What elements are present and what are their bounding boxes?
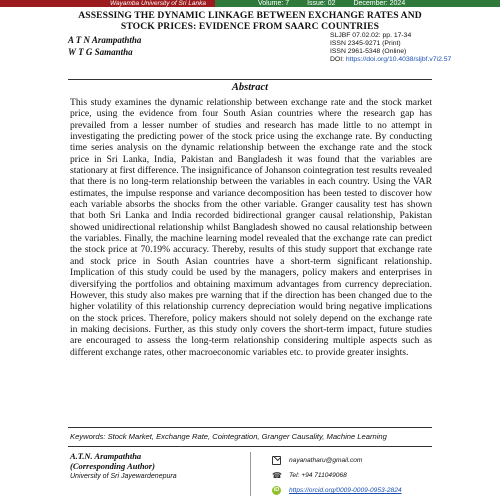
corresponding-author-name: A.T.N. Arampaththa	[70, 451, 142, 461]
author-list	[68, 34, 141, 58]
issn-print: ISSN 2345-9271 (Print)	[330, 40, 401, 47]
contact-block	[272, 453, 402, 498]
orcid-icon: iD	[273, 487, 280, 493]
doi-line	[330, 56, 451, 64]
phone-row	[272, 468, 402, 483]
university-banner	[0, 0, 215, 7]
publication-meta	[330, 32, 451, 64]
corresponding-author-role: (Corresponding Author)	[70, 460, 155, 471]
issn-online: ISSN 2961-5348 (Online)	[330, 48, 407, 55]
abstract-heading: Abstract	[231, 82, 269, 93]
keywords-values: Stock Market, Exchange Rate, Cointegration, Granger Causality, Machine Learning	[107, 432, 387, 441]
orcid-row	[272, 483, 402, 498]
author-1: A T N Arampaththa	[68, 35, 142, 45]
date-label: December: 2024	[353, 0, 406, 7]
author-2: W T G Samantha	[68, 47, 133, 57]
doi-label: DOI:	[330, 56, 344, 63]
orcid-link[interactable]: https://orcid.org/0009-0009-0953-2824	[289, 487, 402, 494]
divider-footer	[68, 446, 432, 447]
divider-keywords-top	[68, 427, 432, 428]
phone-icon: ☎	[272, 471, 282, 480]
title-line-2: STOCK PRICES: EVIDENCE FROM SAARC COUNTRIES	[120, 21, 380, 32]
abstract-text: This study examines the dynamic relationship between exchange rate and the stock market price, using the evidence from four South Asian countries where the research gap has prevailed from a lesser number of studies and research has made little to no attempt in investigating the predicting power of the stock price using the exchange rate. By conducting time series analysis on the dynamic relationship between the exchange rate and the stock price in Sri Lanka, India, Pakistan and Bangladesh it was found that the variables are stationary at first difference. The insignificance of Johanson cointegration test results revealed that there is no long-term relationship between the variables in each country. Using the VAR estimates, the impulse response and variance decomposition has been tested to discover how each variable absorbs the shocks from the other variable. Granger causality test has shown that both Sri Lanka and India recorded bidirectional granger causal relationship, Pakistan showed unidirectional relationship whilst Bangladesh showed no causal relationship between the variables. Finally, the machine learning model revealed that the exchange rate can predict the stock price at 70.19% accuracy. Thereby, results of this study support that exchange rate and stock price in South Asian countries have a short-term significant relationship. Implication of this study could be used by the managers, policy makers and enterprises in diversifying the portfolios and obtaining maximum advantages from currency depreciation. However, this study also makes pre warning that if the direction has been changed due to the higher volatility of this relationship currency depreciation would bring negative implications on the stock prices. Therefore, policy makers should not solely depend on the exchange rate in making decisions. Further, as this study only covers the short-term impact, future studies are encouraged to assess the long-term relationship considering multiple aspects such as different exchange rates, other macroeconomic variables etc. to provide greater insights.	[70, 97, 432, 358]
divider-top	[68, 79, 432, 80]
paper-title	[40, 10, 460, 32]
university-name: Wayamba University of Sri Lanka	[110, 0, 206, 7]
keywords-label: Keywords:	[70, 432, 106, 441]
email-icon	[272, 456, 281, 465]
issue-info	[258, 0, 421, 8]
volume-label: Volume: 7	[258, 0, 290, 7]
email-address[interactable]: nayanatharu@gmail.com	[289, 457, 363, 464]
phone-number: Tel: +94 711049068	[289, 472, 347, 479]
corresponding-author-block	[70, 452, 177, 481]
corresponding-author-affiliation: University of Sri Jayewardenepura	[70, 472, 177, 480]
title-line-1: ASSESSING THE DYNAMIC LINKAGE BETWEEN EXCHANGE RATES AND	[78, 10, 422, 21]
issue-label: Issue: 02	[307, 0, 336, 7]
footer-divider	[250, 452, 251, 496]
doi-link[interactable]: https://doi.org/10.4038/sljbf.v7i2.57	[345, 56, 452, 63]
keywords-line	[70, 432, 440, 441]
email-row	[272, 453, 402, 468]
journal-reference: SLJBF 07.02.02: pp. 17-34	[330, 32, 412, 39]
